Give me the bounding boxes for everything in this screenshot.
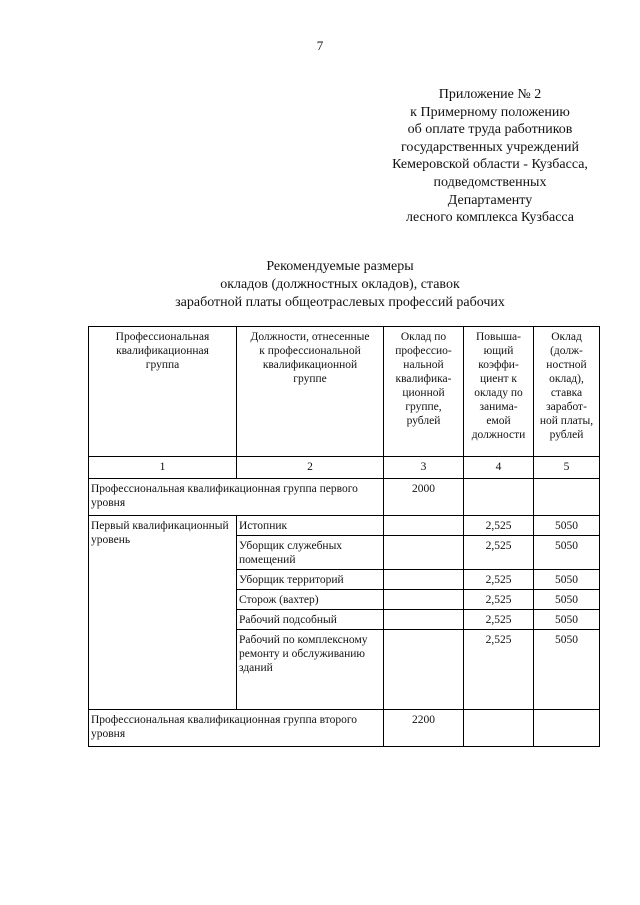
empty-cell bbox=[384, 630, 464, 710]
position-name: Рабочий подсобный bbox=[237, 610, 384, 630]
annex-line: Департаменту bbox=[447, 192, 533, 208]
table-row bbox=[89, 516, 600, 536]
position-name: Сторож (вахтер) bbox=[237, 590, 384, 610]
position-rate: 5050 bbox=[534, 516, 600, 536]
qualification-level-label: Первый квалификационный уровень bbox=[89, 516, 237, 710]
position-coefficient: 2,525 bbox=[464, 536, 534, 570]
table-header-row bbox=[89, 327, 600, 457]
salary-table bbox=[88, 326, 600, 747]
header-cell-coefficient: Повыша- ющий коэффи- циент к окладу по занима- емой должности bbox=[464, 327, 534, 457]
position-name: Истопник bbox=[237, 516, 384, 536]
group-row bbox=[89, 710, 600, 747]
empty-cell bbox=[534, 479, 600, 516]
group-label: Профессиональная квалификационная группа второго уровня bbox=[89, 710, 384, 747]
title-line: окладов (должностных окладов), ставок bbox=[220, 277, 460, 292]
column-number: 1 bbox=[89, 457, 237, 479]
empty-cell bbox=[464, 710, 534, 747]
position-coefficient: 2,525 bbox=[464, 590, 534, 610]
position-name: Уборщик служебных помещений bbox=[237, 536, 384, 570]
title-line: заработной платы общеотраслевых профессий рабочих bbox=[175, 295, 505, 310]
empty-cell bbox=[384, 570, 464, 590]
document-title bbox=[90, 258, 590, 312]
header-cell-rate: Оклад (долж- ностной оклад), ставка заработ- ной платы, рублей bbox=[534, 327, 600, 457]
header-cell-positions: Должности, отнесенные к профессиональной квалификационной группе bbox=[237, 327, 384, 457]
annex-line: лесного комплекса Кузбасса bbox=[405, 210, 575, 226]
position-coefficient: 2,525 bbox=[464, 570, 534, 590]
title-line: Рекомендуемые размеры bbox=[266, 259, 414, 274]
column-number-row bbox=[89, 457, 600, 479]
position-coefficient: 2,525 bbox=[464, 610, 534, 630]
empty-cell bbox=[384, 516, 464, 536]
group-row bbox=[89, 479, 600, 516]
empty-cell bbox=[384, 590, 464, 610]
position-name: Уборщик территорий bbox=[237, 570, 384, 590]
position-rate: 5050 bbox=[534, 630, 600, 710]
annex-line: к Примерному положению bbox=[410, 104, 570, 120]
position-coefficient: 2,525 bbox=[464, 516, 534, 536]
position-coefficient: 2,525 bbox=[464, 630, 534, 710]
position-rate: 5050 bbox=[534, 536, 600, 570]
position-rate: 5050 bbox=[534, 590, 600, 610]
header-cell-base-salary: Оклад по профессио- нальной квалифика- ционной группе, рублей bbox=[384, 327, 464, 457]
column-number: 4 bbox=[464, 457, 534, 479]
column-number: 5 bbox=[534, 457, 600, 479]
column-number: 3 bbox=[384, 457, 464, 479]
empty-cell bbox=[464, 479, 534, 516]
group-salary: 2000 bbox=[384, 479, 464, 516]
position-rate: 5050 bbox=[534, 610, 600, 630]
annex-line: Кемеровской области - Кузбасса, bbox=[392, 157, 588, 173]
annex-line: подведомственных bbox=[433, 174, 547, 190]
group-label: Профессиональная квалификационная группа первого уровня bbox=[89, 479, 384, 516]
annex-line: об оплате труда работников bbox=[407, 122, 573, 138]
annex-heading bbox=[350, 86, 630, 227]
position-rate: 5050 bbox=[534, 570, 600, 590]
empty-cell bbox=[384, 536, 464, 570]
page-number: 7 bbox=[316, 38, 324, 53]
group-salary: 2200 bbox=[384, 710, 464, 747]
position-name: Рабочий по комплексному ремонту и обслуживанию зданий bbox=[237, 630, 384, 710]
empty-cell bbox=[384, 610, 464, 630]
annex-line: государственных учреждений bbox=[401, 139, 579, 155]
column-number: 2 bbox=[237, 457, 384, 479]
annex-line: Приложение № 2 bbox=[438, 87, 542, 102]
header-cell-group: Профессиональная квалификационная группа bbox=[89, 327, 237, 457]
empty-cell bbox=[534, 710, 600, 747]
